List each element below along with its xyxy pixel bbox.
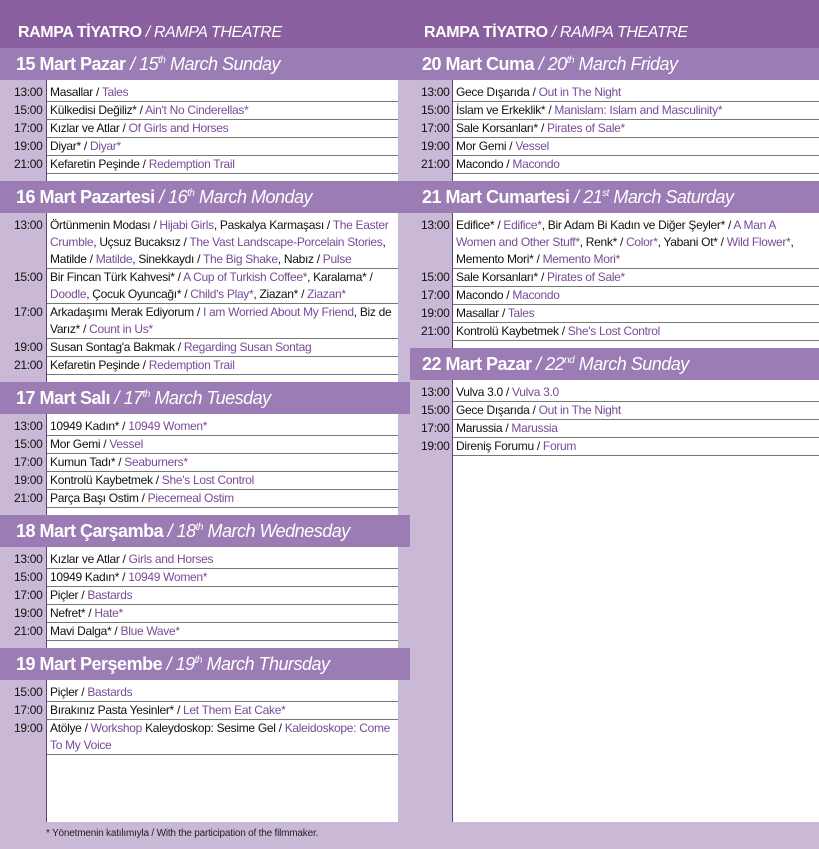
screening-row: [14, 339, 398, 357]
film-title-tr: Mor Gemi /: [50, 437, 110, 451]
film-title-tr: Macondo /: [456, 288, 513, 302]
film-title-tr: Örtünmenin Modası /: [50, 218, 160, 232]
screening-time: 17:00: [14, 703, 43, 717]
screening-time: 21:00: [14, 157, 43, 171]
film-title-tr: Bırakınız Pasta Yesinler* /: [50, 703, 184, 717]
day-title-suffix: th: [142, 389, 150, 400]
screening-row: [14, 84, 398, 102]
film-title-tr: Sale Korsanları* /: [456, 121, 548, 135]
screening-time: 19:00: [14, 721, 43, 735]
screening-time: 17:00: [421, 421, 450, 435]
film-title-en: Forum: [542, 439, 577, 453]
film-title-tr: Kontrolü Kaybetmek /: [50, 473, 162, 487]
screening-time: 17:00: [421, 288, 450, 302]
film-title-en: A Man A Women and Other Stuff*: [456, 218, 776, 249]
film-title-en: Macondo: [512, 157, 560, 171]
screening-row: [421, 120, 819, 138]
day-title-sep: /: [531, 354, 546, 374]
screening-row: [14, 490, 398, 508]
screening-row: [14, 684, 398, 702]
screening-time: 19:00: [421, 439, 450, 453]
day-title-rest: March Sunday: [165, 54, 281, 74]
day-title-suffix: st: [602, 188, 609, 199]
day-title-rest: March Monday: [194, 187, 313, 207]
screening-time: 19:00: [421, 306, 450, 320]
film-title-en: Out in The Night: [538, 403, 621, 417]
film-title-tr: Macondo /: [456, 157, 513, 171]
screening-row: [14, 436, 398, 454]
day-header: [410, 181, 819, 213]
film-title-en: Pirates of Sale*: [547, 121, 625, 135]
screening-time: 21:00: [14, 624, 43, 638]
schedule-tail: [47, 174, 398, 180]
day-header: [0, 48, 410, 80]
film-title-tr: , Memento Mori* /: [456, 235, 794, 266]
day-schedule: [14, 414, 398, 515]
film-title-tr: Kumun Tadı* /: [50, 455, 125, 469]
day-title-num: 15: [139, 54, 159, 74]
screening-time: 19:00: [421, 139, 450, 153]
film-title-tr: , Uçsuz Bucaksız /: [93, 235, 190, 249]
film-title-en: A Cup of Turkish Coffee*: [183, 270, 308, 284]
screening-time: 17:00: [14, 455, 43, 469]
screening-row: [421, 84, 819, 102]
screening-time: 13:00: [14, 85, 43, 99]
film-title-en: Redemption Trail: [148, 157, 235, 171]
footnote: * Yönetmenin katılımıyla / With the participation of the filmmaker.: [46, 828, 319, 839]
film-title-tr: Kefaretin Peşinde /: [50, 157, 149, 171]
venue-name-en: / RAMPA THEATRE: [145, 24, 282, 41]
screening-time: 21:00: [421, 157, 450, 171]
film-title-tr: Masallar /: [456, 306, 508, 320]
screening-row: [14, 623, 398, 641]
screening-row: [14, 587, 398, 605]
film-title-en: Redemption Trail: [148, 358, 235, 372]
film-title-tr: Mavi Dalga* /: [50, 624, 121, 638]
film-title-en: She's Lost Control: [567, 324, 661, 338]
day-schedule: [14, 80, 398, 181]
day-title-sep: /: [110, 388, 124, 408]
screening-time: 17:00: [421, 121, 450, 135]
right-column: [410, 0, 819, 822]
day-title-sep: /: [569, 187, 584, 207]
screening-row: [14, 418, 398, 436]
film-title-en: Seaburners*: [124, 455, 188, 469]
screening-row: [14, 102, 398, 120]
day-schedule: [14, 680, 398, 822]
film-title-tr: Kızlar ve Atlar /: [50, 121, 129, 135]
day-title-en: [534, 54, 677, 74]
film-title-en: Count in Us*: [89, 322, 153, 336]
day-title-suffix: th: [195, 522, 203, 533]
film-title-en: The Big Shake: [202, 252, 278, 266]
screening-time: 21:00: [421, 324, 450, 338]
venue-header-right: [410, 0, 819, 48]
day-title-rest: March Thursday: [201, 654, 330, 674]
day-title-sep: /: [154, 187, 169, 207]
film-title-tr: Bir Fincan Türk Kahvesi* /: [50, 270, 184, 284]
film-title-tr: Direniş Forumu /: [456, 439, 543, 453]
screening-row: [421, 305, 819, 323]
screening-time: 13:00: [421, 85, 450, 99]
day-schedule: [421, 213, 819, 348]
screening-row: [14, 551, 398, 569]
film-title-en: Color*: [626, 235, 658, 249]
screening-time: 17:00: [14, 588, 43, 602]
film-title-en: Hijabi Girls: [159, 218, 214, 232]
day-title-sep: /: [125, 54, 140, 74]
film-title-en: I am Worried About My Friend: [202, 305, 354, 319]
film-title-en: Doodle: [50, 287, 87, 301]
screening-row: [14, 269, 398, 304]
screening-time: 19:00: [14, 473, 43, 487]
film-title-en: Pulse: [322, 252, 352, 266]
screening-time: 15:00: [14, 685, 43, 699]
day-title-rest: March Saturday: [608, 187, 734, 207]
day-title-sep: /: [163, 521, 177, 541]
screening-time: 13:00: [14, 218, 43, 232]
film-title-tr: Gece Dışarıda /: [456, 403, 539, 417]
day-title-en: [155, 187, 312, 207]
screening-time: 19:00: [14, 606, 43, 620]
screening-time: 21:00: [14, 358, 43, 372]
screening-row: [14, 138, 398, 156]
venue-name-en: / RAMPA THEATRE: [551, 24, 688, 41]
film-title-en: The Easter Crumble: [50, 218, 389, 249]
screening-row: [421, 102, 819, 120]
day-title-num: 20: [547, 54, 567, 74]
day-title-suffix: th: [187, 188, 195, 199]
film-title-tr: Külkedisi Değiliz* /: [50, 103, 146, 117]
day-header: [0, 515, 410, 547]
film-title-en: Marussia: [511, 421, 558, 435]
film-title-tr: Susan Sontag'a Bakmak /: [50, 340, 184, 354]
film-title-tr: 10949 Kadın* /: [50, 570, 129, 584]
day-title-tr: 15 Mart Pazar: [16, 54, 126, 74]
day-title-rest: March Friday: [573, 54, 678, 74]
screening-row: [421, 420, 819, 438]
film-title-tr: , Sinekkaydı /: [132, 252, 203, 266]
day-title-tr: 18 Mart Çarşamba: [16, 521, 164, 541]
day-title-en: [110, 388, 271, 408]
film-title-en: Bastards: [87, 588, 133, 602]
screening-row: [14, 605, 398, 623]
film-title-en: Pirates of Sale*: [547, 270, 625, 284]
day-schedule: [14, 213, 398, 382]
screening-time: 15:00: [421, 103, 450, 117]
day-header: [0, 648, 410, 680]
screening-row: [14, 702, 398, 720]
film-title-en: Vessel: [515, 139, 549, 153]
film-title-en: Manislam: Islam and Masculinity*: [554, 103, 723, 117]
film-title-en: Tales: [101, 85, 129, 99]
screening-row: [14, 569, 398, 587]
day-title-en: [532, 354, 689, 374]
screening-time: 15:00: [421, 403, 450, 417]
day-title-suffix: th: [194, 655, 202, 666]
screening-time: 13:00: [421, 218, 450, 232]
film-title-en: Kaleidoskope: Come To My Voice: [50, 721, 391, 752]
screening-time: 17:00: [14, 121, 43, 135]
screening-time: 15:00: [14, 103, 43, 117]
film-title-en: Hate*: [94, 606, 123, 620]
film-title-en: Out in The Night: [538, 85, 621, 99]
screening-row: [14, 720, 398, 755]
film-title-tr: 10949 Kadın* /: [50, 419, 129, 433]
film-title-tr: , Biz de Varız* /: [50, 305, 392, 336]
film-title-tr: Marussia /: [456, 421, 512, 435]
screening-time: 15:00: [14, 270, 43, 284]
film-title-tr: , Ziazan* /: [253, 287, 308, 301]
film-title-en: Blue Wave*: [120, 624, 180, 638]
day-title-suffix: nd: [564, 355, 575, 366]
film-title-en: Piecemeal Ostim: [147, 491, 234, 505]
screening-row: [421, 438, 819, 456]
screening-row: [14, 357, 398, 375]
film-title-en: Bastards: [87, 685, 133, 699]
day-title-sep: /: [534, 54, 548, 74]
screening-time: 13:00: [421, 385, 450, 399]
day-title-tr: 17 Mart Salı: [16, 388, 111, 408]
schedule-tail: [453, 341, 819, 347]
day-header: [0, 181, 410, 213]
screening-row: [14, 304, 398, 339]
day-schedule: [421, 80, 819, 181]
day-schedule: [14, 547, 398, 648]
day-title-num: 18: [176, 521, 196, 541]
venue-header-left: [0, 0, 410, 48]
schedule-tail: [453, 174, 819, 180]
day-title-rest: March Wednesday: [202, 521, 350, 541]
screening-row: [421, 269, 819, 287]
screening-row: [14, 217, 398, 269]
film-title-en: Macondo: [512, 288, 560, 302]
left-column: [0, 0, 410, 822]
schedule-blank-area: [453, 456, 819, 821]
film-title-tr: Diyar* /: [50, 139, 90, 153]
film-title-tr: , Matilde /: [50, 235, 386, 266]
screening-row: [421, 402, 819, 420]
film-title-en: Memento Mori*: [542, 252, 621, 266]
film-title-tr: Masallar /: [50, 85, 102, 99]
film-title-en: Wild Flower*: [726, 235, 791, 249]
film-title-en: Child's Play*: [190, 287, 254, 301]
film-title-en: Matilde: [95, 252, 133, 266]
day-title-tr: 16 Mart Pazartesi: [16, 187, 155, 207]
day-title-num: 16: [168, 187, 188, 207]
film-title-tr: , Çocuk Oyuncağı* /: [86, 287, 191, 301]
film-title-en: She's Lost Control: [161, 473, 255, 487]
screening-time: 19:00: [14, 340, 43, 354]
film-title-en: Let Them Eat Cake*: [183, 703, 286, 717]
film-title-en: Vessel: [109, 437, 143, 451]
film-title-en: Workshop: [90, 721, 143, 735]
screening-row: [14, 120, 398, 138]
film-title-tr: Gece Dışarıda /: [456, 85, 539, 99]
day-title-rest: March Tuesday: [149, 388, 271, 408]
film-title-tr: Piçler /: [50, 588, 88, 602]
day-header: [0, 382, 410, 414]
film-title-tr: Sale Korsanları* /: [456, 270, 548, 284]
film-title-tr: Atölye /: [50, 721, 91, 735]
film-title-en: 10949 Women*: [128, 570, 208, 584]
film-title-tr: Parça Başı Ostim /: [50, 491, 148, 505]
day-schedule: [421, 380, 819, 822]
day-title-suffix: th: [158, 55, 166, 66]
film-title-tr: Nefret* /: [50, 606, 95, 620]
film-title-en: Tales: [507, 306, 535, 320]
film-title-tr: Piçler /: [50, 685, 88, 699]
film-title-en: The Vast Landscape-Porcelain Stories: [189, 235, 383, 249]
film-title-tr: Edifice* /: [456, 218, 504, 232]
screening-row: [421, 323, 819, 341]
screening-row: [14, 156, 398, 174]
screening-row: [421, 138, 819, 156]
schedule-tail: [47, 508, 398, 514]
day-title-suffix: th: [566, 55, 574, 66]
screening-row: [14, 472, 398, 490]
film-title-tr: Vulva 3.0 /: [456, 385, 512, 399]
day-title-en: [162, 654, 329, 674]
film-title-tr: Kefaretin Peşinde /: [50, 358, 149, 372]
right-schedule: [410, 48, 819, 822]
screening-row: [14, 454, 398, 472]
day-title-num: 19: [175, 654, 195, 674]
film-title-tr: , Nabız /: [277, 252, 323, 266]
film-title-en: Diyar*: [89, 139, 121, 153]
screening-time: 21:00: [14, 491, 43, 505]
film-title-tr: , Karalama* /: [307, 270, 373, 284]
screening-time: 15:00: [421, 270, 450, 284]
film-title-tr: , Paskalya Karmaşası /: [213, 218, 333, 232]
film-title-tr: Arkadaşımı Merak Ediyorum /: [50, 305, 203, 319]
day-title-tr: 20 Mart Cuma: [422, 54, 535, 74]
film-title-en: Girls and Horses: [128, 552, 214, 566]
day-title-num: 17: [123, 388, 143, 408]
screening-time: 19:00: [14, 139, 43, 153]
day-header: [410, 48, 819, 80]
film-title-en: Ain't No Cinderellas*: [145, 103, 249, 117]
film-title-tr: Mor Gemi /: [456, 139, 516, 153]
day-title-tr: 21 Mart Cumartesi: [422, 187, 570, 207]
day-title-en: [126, 54, 280, 74]
film-title-tr: , Renk* /: [579, 235, 627, 249]
day-title-tr: 22 Mart Pazar: [422, 354, 532, 374]
venue-name-tr: RAMPA TİYATRO: [18, 24, 142, 41]
film-title-en: Edifice*: [503, 218, 542, 232]
schedule-tail: [47, 375, 398, 381]
day-title-sep: /: [162, 654, 176, 674]
day-title-num: 21: [583, 187, 603, 207]
film-title-en: Vulva 3.0: [512, 385, 559, 399]
screening-row: [421, 156, 819, 174]
left-schedule: [0, 48, 410, 822]
screening-row: [421, 287, 819, 305]
screening-time: 13:00: [14, 552, 43, 566]
film-title-en: 10949 Women*: [128, 419, 208, 433]
film-title-tr: Kontrolü Kaybetmek /: [456, 324, 568, 338]
schedule-tail: [47, 641, 398, 647]
film-title-tr: , Bir Adam Bi Kadın ve Diğer Şeyler* /: [541, 218, 734, 232]
day-header: [410, 348, 819, 380]
screening-time: 15:00: [14, 570, 43, 584]
film-title-tr: Kızlar ve Atlar /: [50, 552, 129, 566]
venue-name-tr: RAMPA TİYATRO: [424, 24, 548, 41]
film-title-en: Regarding Susan Sontag: [183, 340, 312, 354]
screening-row: [421, 217, 819, 269]
screening-row: [421, 384, 819, 402]
screening-time: 15:00: [14, 437, 43, 451]
film-title-en: Of Girls and Horses: [128, 121, 229, 135]
day-title-en: [570, 187, 734, 207]
day-title-num: 22: [545, 354, 565, 374]
film-title-tr: , Yabani Ot* /: [657, 235, 727, 249]
film-title-tr: İslam ve Erkeklik* /: [456, 103, 555, 117]
schedule-blank-area: [47, 755, 398, 821]
film-title-en: Ziazan*: [307, 287, 346, 301]
screening-time: 13:00: [14, 419, 43, 433]
day-title-en: [163, 521, 350, 541]
day-title-tr: 19 Mart Perşembe: [16, 654, 163, 674]
film-title-tr: Kaleydoskop: Sesime Gel /: [142, 721, 285, 735]
day-title-rest: March Sunday: [574, 354, 689, 374]
screening-time: 17:00: [14, 305, 43, 319]
